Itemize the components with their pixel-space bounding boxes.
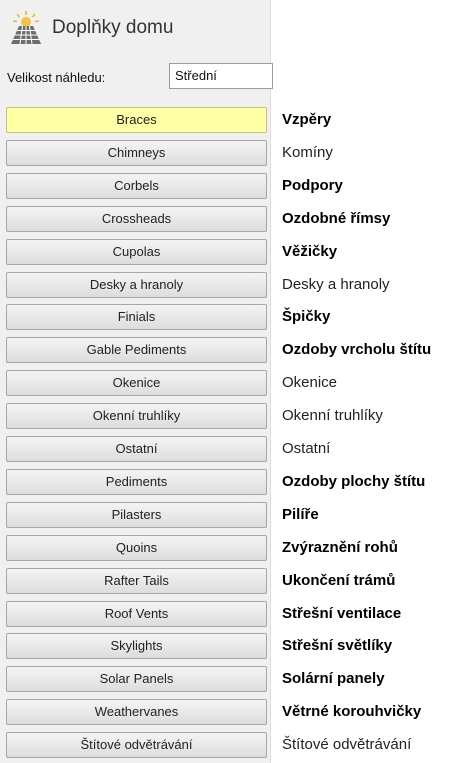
translation-label: Štítové odvětrávání bbox=[282, 736, 412, 753]
translation-label: Ozdobné římsy bbox=[282, 210, 391, 227]
preview-size-select[interactable]: Střední bbox=[169, 63, 273, 89]
translation-label: Věžičky bbox=[282, 243, 338, 260]
translation-label: Špičky bbox=[282, 308, 331, 325]
addon-button[interactable]: Skylights bbox=[6, 633, 267, 659]
translation-label: Okenní truhlíky bbox=[282, 407, 383, 424]
translation-label: Podpory bbox=[282, 177, 343, 194]
translation-label: Vzpěry bbox=[282, 111, 332, 128]
addon-button[interactable]: Finials bbox=[6, 304, 267, 330]
addon-button[interactable]: Corbels bbox=[6, 173, 267, 199]
addon-button[interactable]: Quoins bbox=[6, 535, 267, 561]
translation-label: Komíny bbox=[282, 144, 333, 161]
translation-label: Větrné korouhvičky bbox=[282, 703, 422, 720]
translation-label: Solární panely bbox=[282, 670, 385, 687]
addon-button[interactable]: Rafter Tails bbox=[6, 568, 267, 594]
addon-button[interactable]: Weathervanes bbox=[6, 699, 267, 725]
addon-button[interactable]: Pediments bbox=[6, 469, 267, 495]
addon-button[interactable]: Desky a hranoly bbox=[6, 272, 267, 298]
translation-label: Ukončení trámů bbox=[282, 572, 396, 589]
translation-label: Střešní ventilace bbox=[282, 605, 402, 622]
translation-label: Střešní světlíky bbox=[282, 637, 393, 654]
addon-button[interactable]: Ostatní bbox=[6, 436, 267, 462]
addon-button[interactable]: Cupolas bbox=[6, 239, 267, 265]
addon-button[interactable]: Solar Panels bbox=[6, 666, 267, 692]
translation-label: Zvýraznění rohů bbox=[282, 539, 398, 556]
translation-label: Ozdoby plochy štítu bbox=[282, 473, 426, 490]
translation-label: Desky a hranoly bbox=[282, 276, 390, 293]
addon-button[interactable]: Okenice bbox=[6, 370, 267, 396]
addon-button[interactable]: Pilasters bbox=[6, 502, 267, 528]
solar-panel-house-icon bbox=[7, 10, 45, 46]
addon-button[interactable]: Crossheads bbox=[6, 206, 267, 232]
preview-size-label: Velikost náhledu: bbox=[7, 70, 106, 85]
panel-header bbox=[0, 0, 270, 58]
addon-button[interactable]: Chimneys bbox=[6, 140, 267, 166]
addon-button[interactable]: Braces bbox=[6, 107, 267, 133]
app-title: Doplňky domu bbox=[52, 17, 174, 38]
translation-label: Pilíře bbox=[282, 506, 319, 523]
translation-label: Okenice bbox=[282, 374, 338, 391]
addon-button[interactable]: Roof Vents bbox=[6, 601, 267, 627]
addon-button[interactable]: Okenní truhlíky bbox=[6, 403, 267, 429]
addon-button[interactable]: Gable Pediments bbox=[6, 337, 267, 363]
translation-label: Ozdoby vrcholu štítu bbox=[282, 341, 432, 358]
translation-label: Ostatní bbox=[282, 440, 331, 457]
addon-button[interactable]: Štítové odvětrávání bbox=[6, 732, 267, 758]
